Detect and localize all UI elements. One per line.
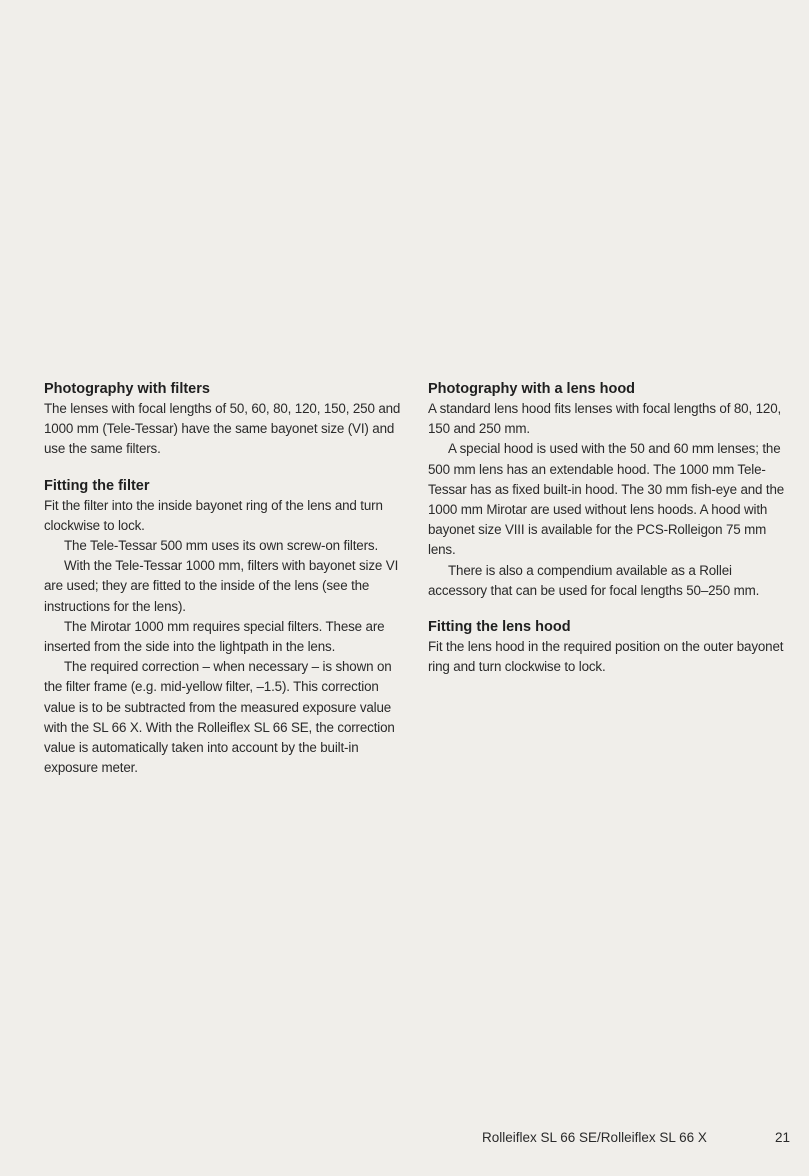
paragraph: A standard lens hood fits lenses with focal lengths of 80, 120, 150 and 250 mm. — [428, 401, 782, 437]
paragraph: Fit the lens hood in the required position on the outer bayonet ring and turn clockwise to lock. — [428, 639, 784, 675]
paragraph: Fit the filter into the inside bayonet ring of the lens and turn clockwise to lock. — [44, 497, 383, 533]
left-column — [44, 379, 409, 778]
section-heading-filters: Photography with filters — [44, 381, 210, 397]
paragraph: A special hood is used with the 50 and 60 mm lenses; the 500 mm lens has an extendable hood. The 1000 mm Tele-Tessar has as fixed built-in hood. The 30 mm fish-eye and the 1000 mm Mirotar are used without lens hoods. A hood with bayonet size VIII is available for the PCS-Rolleigon 75 mm lens. — [428, 441, 785, 558]
page-number: 21 — [775, 1130, 791, 1145]
paragraph: There is also a compendium available as a Rollei accessory that can be used for focal lengths 50–250 mm. — [428, 562, 760, 598]
section-heading-fitting-filter: Fitting the filter — [44, 477, 150, 494]
paragraph: The lenses with focal lengths of 50, 60, 80, 120, 150, 250 and 1000 mm (Tele-Tessar) have the same bayonet size (VI) and use the same filters. — [44, 401, 401, 457]
section-heading-fitting-hood: Fitting the lens hood — [428, 619, 571, 636]
paragraph: With the Tele-Tessar 1000 mm, filters with bayonet size VI are used; they are fitted to the inside of the lens (see the instructions for the lens). — [44, 558, 399, 614]
paragraph: The Mirotar 1000 mm requires special filters. These are inserted from the side into the lightpath in the lens. — [44, 618, 385, 655]
paragraph: The required correction – when necessary – is shown on the filter frame (e.g. mid-yellow filter, –1.5). This correction value is to be subtracted from the measured exposure value with the SL 66 X. With the Rolleiflex SL 66 SE, the correction value is automatically taken into account by the built-in exposure meter. — [44, 659, 395, 776]
running-footer: Rolleiflex SL 66 SE/Rolleiflex SL 66 X — [482, 1130, 707, 1145]
right-column — [428, 379, 790, 677]
paragraph: The Tele-Tessar 500 mm uses its own screw-on filters. — [64, 538, 379, 554]
section-heading-lens-hood: Photography with a lens hood — [428, 381, 636, 397]
